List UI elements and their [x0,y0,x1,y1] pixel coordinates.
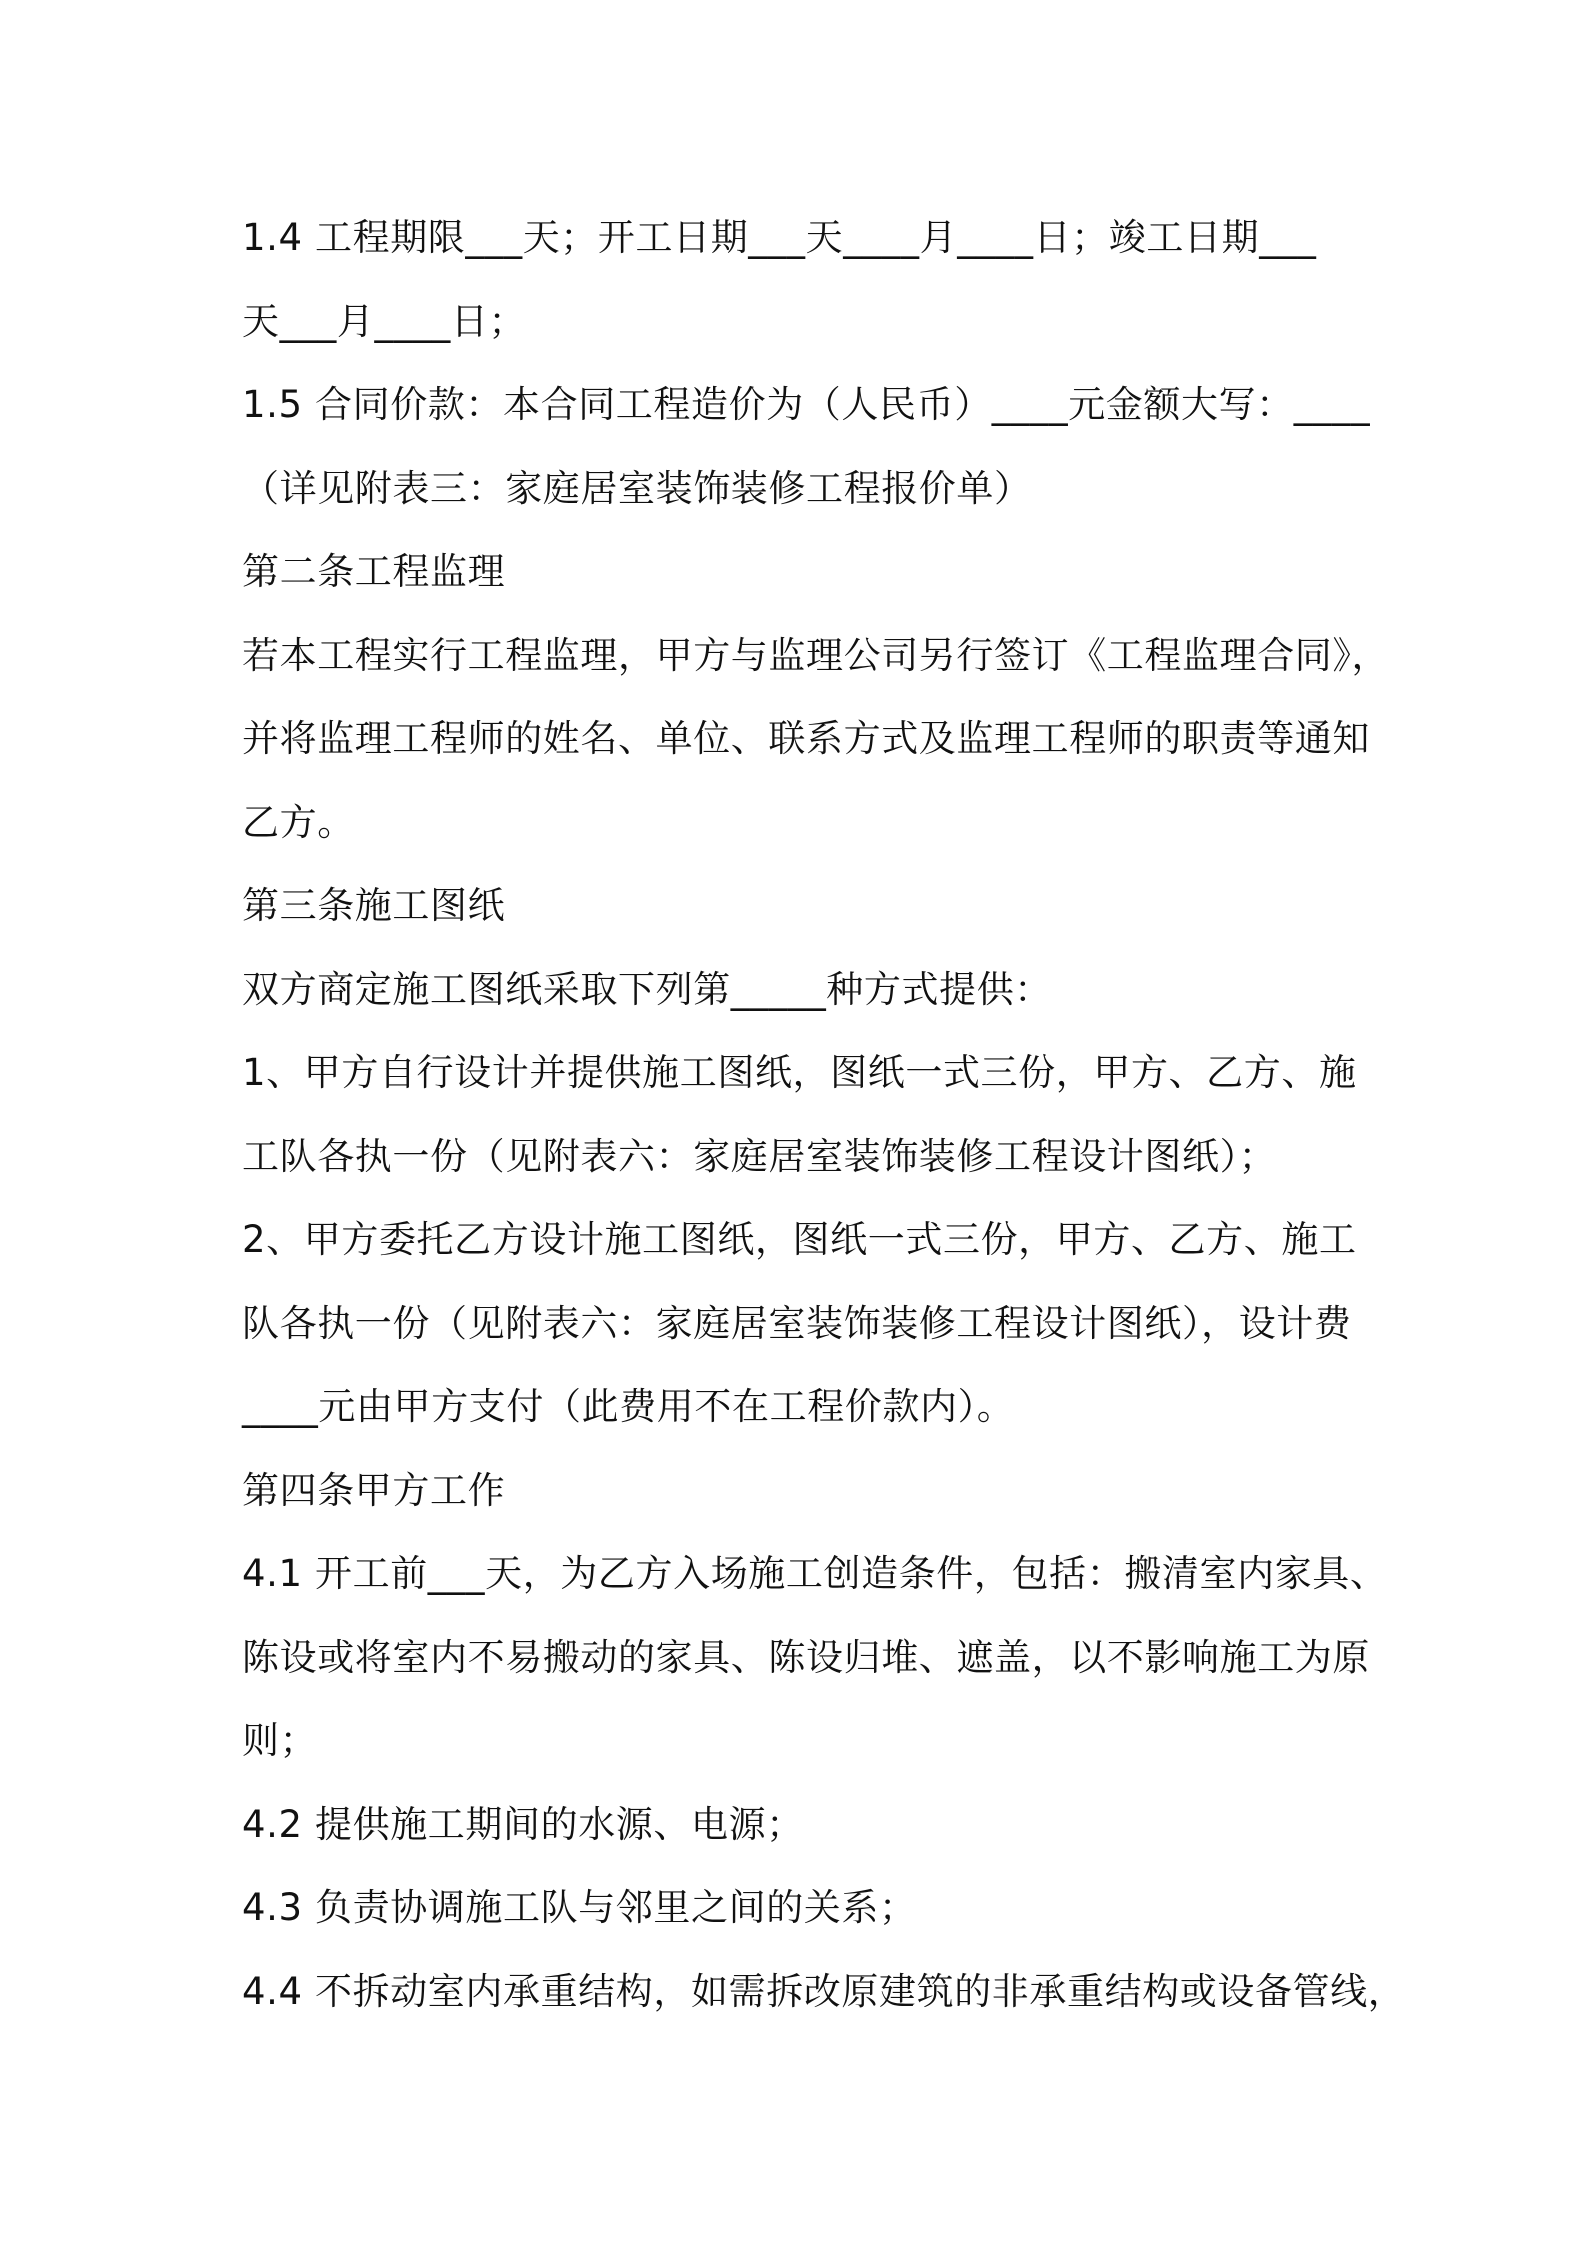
contract-text [242,196,1406,2033]
line-article-2-body: 若本工程实行工程监理，甲方与监理公司另行签订《工程监理合同》， [242,633,1390,677]
heading-article-2: 第二条工程监理 [242,550,506,593]
line-article-3-option-1: 1、甲方自行设计并提供施工图纸，图纸一式三份，甲方、乙方、施 [242,1051,1357,1094]
line-article-3-option-1-cont: 工队各执一份（见附表六：家庭居室装饰装修工程设计图纸）； [242,1134,1277,1178]
line-1-5-price-note: （详见附表三：家庭居室装饰装修工程报价单） [242,466,1032,510]
line-4-2: 4.2 提供施工期间的水源、电源； [242,1802,804,1846]
line-article-3-option-2-end: ____元由甲方支付（此费用不在工程价款内）。 [242,1385,1015,1428]
line-4-3: 4.3 负责协调施工队与邻里之间的关系； [242,1886,917,1929]
line-1-4-schedule: 1.4 工程期限___天；开工日期___天____月____日；竣工日期___ [242,216,1317,259]
line-4-1-end: 则； [242,1719,318,1762]
line-4-1: 4.1 开工前___天，为乙方入场施工创造条件，包括：搬清室内家具、 [242,1552,1388,1595]
line-article-2-body-end: 乙方。 [242,800,355,844]
line-article-3-option-2-cont: 队各执一份（见附表六：家庭居室装饰装修工程设计图纸），设计费 [242,1301,1352,1345]
line-1-4-schedule-cont: 天___月____日； [242,299,527,343]
line-4-1-cont: 陈设或将室内不易搬动的家具、陈设归堆、遮盖，以不影响施工为原 [242,1635,1370,1679]
heading-article-3: 第三条施工图纸 [242,884,506,927]
line-article-3-intro: 双方商定施工图纸采取下列第_____种方式提供： [242,967,1052,1011]
line-article-2-body-cont: 并将监理工程师的姓名、单位、联系方式及监理工程师的职责等通知 [242,717,1370,760]
line-1-5-price: 1.5 合同价款：本合同工程造价为（人民币）____元金额大写：____ [242,383,1371,426]
line-4-4: 4.4 不拆动室内承重结构，如需拆改原建筑的非承重结构或设备管线， [242,1969,1406,2013]
line-article-3-option-2: 2、甲方委托乙方设计施工图纸，图纸一式三份，甲方、乙方、施工 [242,1218,1357,1261]
heading-article-4: 第四条甲方工作 [242,1468,506,1512]
